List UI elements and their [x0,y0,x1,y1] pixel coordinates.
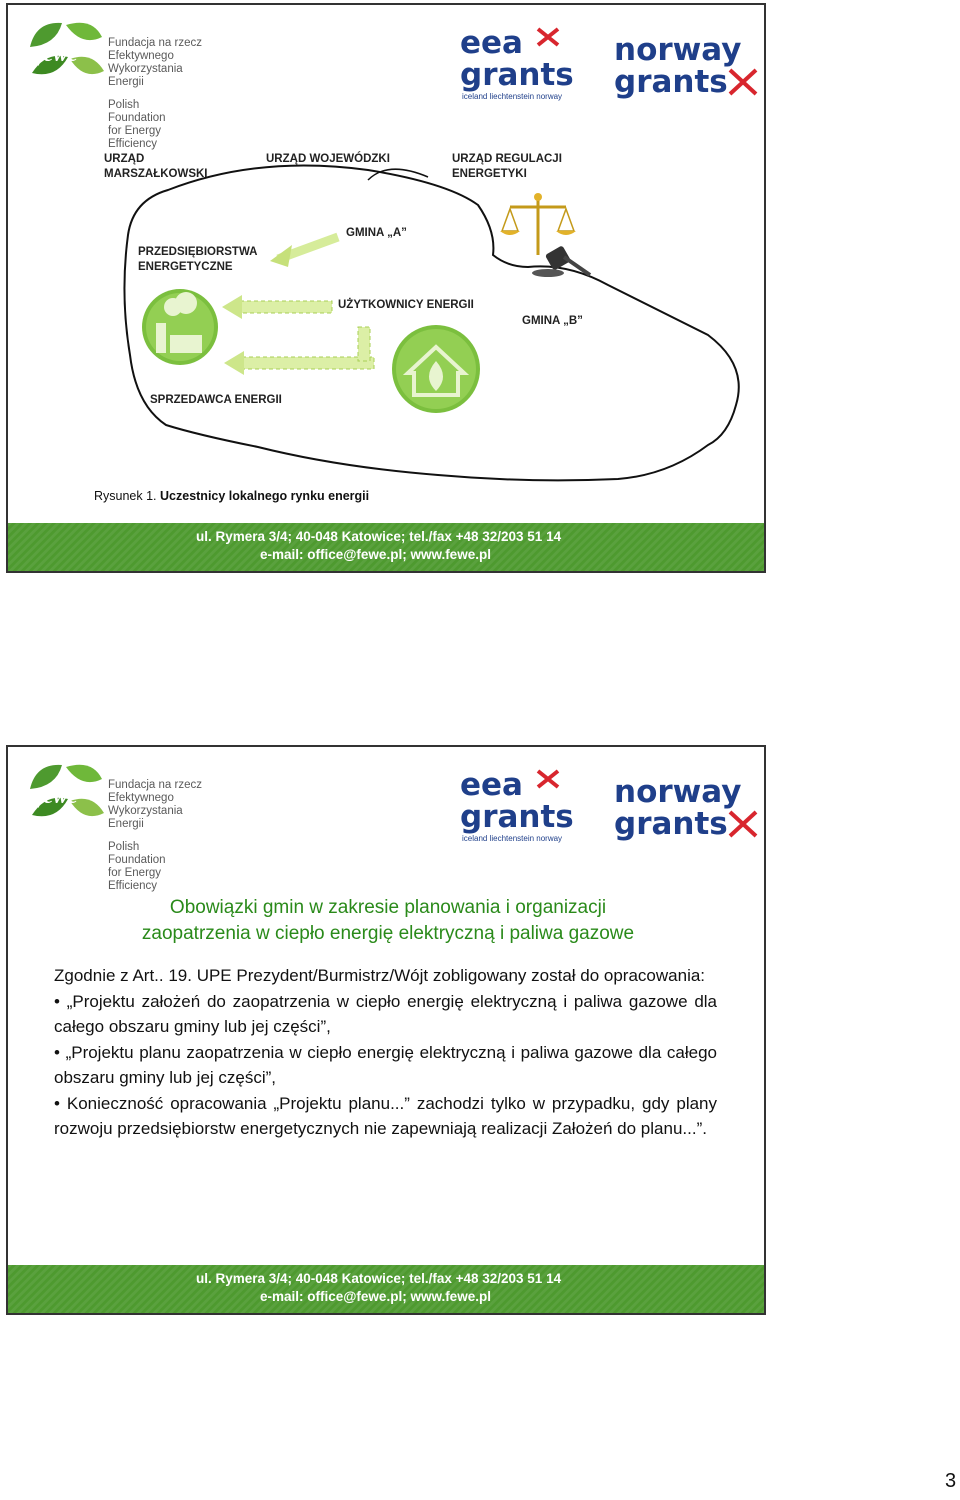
label-uzytkownicy: UŻYTKOWNICY ENERGII [338,299,474,311]
eea-logo-bottom: grants [460,57,574,93]
fewe-pl-line: Fundacja na rzecz [108,779,202,791]
label-gmina-a: GMINA „A” [346,227,407,239]
label-gmina-b: GMINA „B” [522,315,583,327]
footer-contact: e-mail: office@fewe.pl; www.fewe.pl [260,547,491,562]
fewe-pl-line: Efektywnego [108,50,174,62]
eea-star-icon [538,771,558,787]
page-number: 3 [945,1470,957,1492]
fewe-pl-line: Energii [108,76,144,88]
fewe-pl-line: Fundacja na rzecz [108,37,202,49]
arrow-users-to-enterprise [222,295,332,319]
scales-icon [500,193,576,255]
fewe-name-pl [108,779,202,831]
fewe-en-line: Efficiency [108,138,158,150]
eea-logo-bottom: grants [460,799,574,835]
eea-logo-top: eea [460,767,523,803]
label-urzad-regulacji: ENERGETYKI [452,168,527,180]
slide-1 [6,3,766,573]
footer-address: ul. Rymera 3/4; 40-048 Katowice; tel./fax +48 32/203 51 14 [196,529,562,544]
eea-logo-top: eea [460,25,523,61]
norway-cross-icon [730,812,756,836]
fewe-pl-line: Wykorzystania [108,805,183,817]
fewe-en-line: Polish [108,99,140,111]
norway-logo-top: norway [614,774,742,810]
body-paragraph: Zgodnie z Art.. 19. UPE Prezydent/Burmistrz/Wójt zobligowany został do opracowania: [54,966,706,985]
footer-contact: e-mail: office@fewe.pl; www.fewe.pl [260,1289,491,1304]
fewe-en-line: for Energy [108,867,162,879]
fewe-name-en [108,841,166,893]
label-urzad-marszalkowski: URZĄD [104,153,145,165]
slide-footer [8,523,764,571]
label-przedsiebiorstwa: ENERGETYCZNE [138,261,233,273]
label-przedsiebiorstwa: PRZEDSIĘBIORSTWA [138,246,258,258]
slide-title-line: zaopatrzenia w ciepło energię elektryczną i paliwa gazowe [141,923,635,944]
norway-grants-logo [614,772,764,847]
eea-grants-logo [460,765,585,845]
label-urzad-regulacji: URZĄD REGULACJI [452,153,562,165]
slide-title-line: Obowiązki gmin w zakresie planowania i organizacji [169,897,607,918]
slide-body [54,963,717,1142]
label-urzad-marszalkowski: MARSZAŁKOWSKI [104,168,208,180]
norway-logo-bottom: grants [614,64,728,100]
fewe-en-line: Efficiency [108,880,158,892]
fewe-en-line: Foundation [108,854,166,866]
svg-text:fewe: fewe [36,41,78,66]
footer-address: ul. Rymera 3/4; 40-048 Katowice; tel./fax +48 32/203 51 14 [196,1271,562,1286]
label-urzad-wojewodzki: URZĄD WOJEWÓDZKI [266,153,390,165]
eea-logo-sub: iceland liechtenstein norway [462,834,563,843]
figure-caption [94,489,369,503]
factory-icon [142,289,218,365]
caption-prefix: Rysunek 1. [94,489,157,503]
slide-title [48,895,728,947]
norway-logo-bottom: grants [614,806,728,842]
bullet-item: • Konieczność opracowania „Projektu planu...” zachodzi tylko w przypadku, gdy plany rozwoju przedsiębiorstw energetycznych nie zapewniają realizacji Założeń do planu...”. [54,1093,717,1138]
fewe-en-line: Polish [108,841,140,853]
arrow-users-to-seller [224,351,374,375]
slide-footer [8,1265,764,1313]
fewe-en-line: Foundation [108,112,166,124]
caption-title: Uczestnicy lokalnego rynku energii [160,489,370,503]
norway-logo-top: norway [614,32,742,68]
energy-market-diagram [8,5,766,525]
eea-logo-sub: iceland liechtenstein norway [462,92,563,101]
arrow-vertical [358,327,370,361]
label-sprzedawca: SPRZEDAWCA ENERGII [150,394,282,406]
bullet-item: • „Projektu założeń do zaopatrzenia w ciepło energię elektryczną i paliwa gazowe dla całego obszaru gminy lub jej części”, [54,991,717,1036]
fewe-pl-line: Wykorzystania [108,63,183,75]
arrow-to-przedsiebiorstwa [270,237,338,267]
house-icon [392,325,480,413]
fewe-leaf-icon [26,759,106,825]
fewe-pl-line: Efektywnego [108,792,174,804]
fewe-logo [26,759,226,892]
slide-2 [6,745,766,1315]
fewe-en-line: for Energy [108,125,162,137]
svg-text:fewe: fewe [36,783,78,808]
fewe-pl-line: Energii [108,818,144,830]
bullet-item: • „Projektu planu zaopatrzenia w ciepło energię elektryczną i paliwa gazowe dla całego obszaru gminy lub jej części”, [54,1042,717,1087]
